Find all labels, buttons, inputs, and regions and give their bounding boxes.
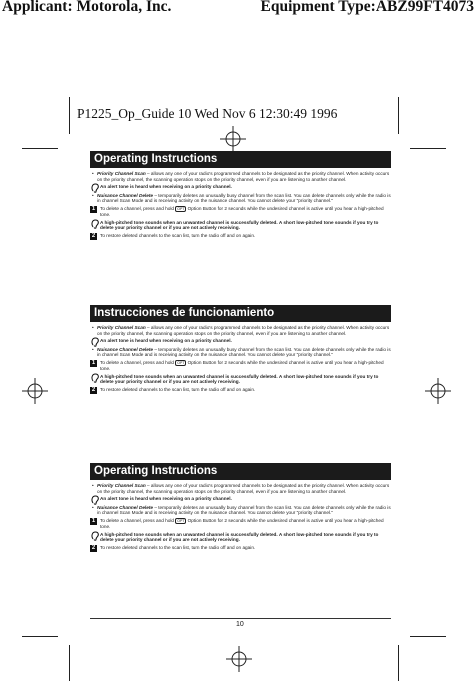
option-button-icon: OPT <box>177 206 185 211</box>
term: Priority Channel Scan <box>97 483 146 488</box>
footer-rule <box>90 618 391 619</box>
list-item: • Nuisance Channel Delete – temporarily deletes an unusually busy channel from the scan list. You can delete channels only while the radio is in channel Scan Mode and is receiving activity on the nuisance channel. You cannot delete your "priority channel." <box>92 346 391 358</box>
crop-mark <box>69 97 70 134</box>
crop-mark <box>410 636 446 637</box>
option-button-icon: OPT <box>177 518 185 523</box>
print-info: P1225_Op_Guide 10 Wed Nov 6 12:30:49 1996 <box>77 106 338 121</box>
term: Nuisance Channel Delete <box>97 346 154 352</box>
crop-mark <box>410 148 446 149</box>
registration-mark-icon <box>220 126 246 152</box>
term: Nuisance Channel Delete <box>97 192 154 198</box>
crop-mark <box>22 636 58 637</box>
step-1: 1 To delete a channel, press and hold OPT Option Button for 2 seconds while the undesired channel is active until you hear a high-pitched tone. <box>91 359 384 371</box>
step-2: 2 To restore deleted channels to the scan list, turn the radio off and on again. <box>91 386 256 393</box>
ear-note-icon <box>90 495 100 505</box>
crop-mark <box>22 148 58 149</box>
term: Nuisance Channel Delete <box>97 504 154 510</box>
term: Priority Channel Scan <box>97 171 146 176</box>
step-1: 1 To delete a channel, press and hold OPT Option Button for 2 seconds while the undesired channel is active until you hear a high-pitched tone. <box>91 517 384 529</box>
item-text: – temporarily deletes an unusually busy channel from the scan list. You can delete channels only while the radio is in channel Scan Mode and is receiving activity on the nuisance channel. You cannot delete your "priority channel." <box>97 346 391 358</box>
registration-mark-icon <box>425 378 451 404</box>
note: A high-pitched tone sounds when an unwanted channel is successfully deleted. A short low-pitched tone sounds if you try to delete your priority channel or if you are not actively receiving. <box>90 532 391 543</box>
item-text: – allows any one of your radio's programmed channels to be designated as the priority channel. When activity occurs on the priority channel, the scanning operation stops on the priority channel, even if you are listening to another channel. <box>97 483 390 494</box>
item-text: – temporarily deletes an unusually busy channel from the scan list. You can delete channels only while the radio is in channel Scan Mode and is receiving activity on the nuisance channel. You cannot delete your "priority channel." <box>97 504 391 516</box>
list-item: • Priority Channel Scan – allows any one of your radio's programmed channels to be designated as the priority channel. When activity occurs on the priority channel, the scanning operation stops on the priority channel, even if you are listening to another channel. <box>92 483 390 494</box>
step-2: 2 To restore deleted channels to the scan list, turn the radio off and on again. <box>91 232 256 239</box>
crop-mark <box>398 97 399 134</box>
list-item: • Nuisance Channel Delete – temporarily deletes an unusually busy channel from the scan list. You can delete channels only while the radio is in channel Scan Mode and is receiving activity on the nuisance channel. You cannot delete your "priority channel." <box>92 504 391 516</box>
list-item: • Priority Channel Scan – allows any one of your radio's programmed channels to be designated as the priority channel. When activity occurs on the priority channel, the scanning operation stops on the priority channel, even if you are listening to another channel. <box>92 325 390 336</box>
list-item: • Priority Channel Scan – allows any one of your radio's programmed channels to be designated as the priority channel. When activity occurs on the priority channel, the scanning operation stops on the priority channel, even if you are listening to another channel. <box>92 171 390 182</box>
term: Priority Channel Scan <box>97 325 146 330</box>
item-text: – allows any one of your radio's programmed channels to be designated as the priority channel. When activity occurs on the priority channel, the scanning operation stops on the priority channel, even if you are listening to another channel. <box>97 325 390 336</box>
note: An alert tone is heard when receiving on a priority channel. <box>90 496 391 502</box>
ear-note-icon <box>90 183 100 193</box>
instructions-section <box>90 151 391 238</box>
registration-mark-icon <box>226 646 252 672</box>
section-title: Operating Instructions <box>90 151 391 168</box>
equipment-type-header: Equipment Type:ABZ99FT4073 <box>260 0 474 15</box>
item-text: – temporarily deletes an unusually busy channel from the scan list. You can delete channels only while the radio is in channel Scan Mode and is receiving activity on the nuisance channel. You cannot delete your "priority channel." <box>97 192 391 204</box>
instructions-section <box>90 305 391 392</box>
section-title: Instrucciones de funcionamiento <box>90 305 391 322</box>
note: An alert tone is heard when receiving on a priority channel. <box>90 184 391 190</box>
page-number: 10 <box>236 621 244 628</box>
note: A high-pitched tone sounds when an unwanted channel is successfully deleted. A short low-pitched tone sounds if you try to delete your priority channel or if you are not actively receiving. <box>90 374 391 385</box>
ear-note-icon <box>90 531 100 541</box>
ear-note-icon <box>90 337 100 347</box>
note: A high-pitched tone sounds when an unwanted channel is successfully deleted. A short low-pitched tone sounds if you try to delete your priority channel or if you are not actively receiving. <box>90 220 391 231</box>
option-button-icon: OPT <box>177 360 185 365</box>
applicant-header: Applicant: Motorola, Inc. <box>2 0 172 15</box>
registration-mark-icon <box>22 378 48 404</box>
ear-note-icon <box>90 373 100 383</box>
note: An alert tone is heard when receiving on a priority channel. <box>90 338 391 344</box>
step-2: 2 To restore deleted channels to the scan list, turn the radio off and on again. <box>91 544 256 551</box>
item-text: – allows any one of your radio's programmed channels to be designated as the priority channel. When activity occurs on the priority channel, the scanning operation stops on the priority channel, even if you are listening to another channel. <box>97 171 390 182</box>
instructions-section <box>90 463 391 550</box>
section-title: Operating Instructions <box>90 463 391 480</box>
step-1: 1 To delete a channel, press and hold OPT Option Button for 2 seconds while the undesired channel is active until you hear a high-pitched tone. <box>91 205 384 217</box>
crop-mark <box>398 645 399 681</box>
crop-mark <box>69 645 70 681</box>
list-item: • Nuisance Channel Delete – temporarily deletes an unusually busy channel from the scan list. You can delete channels only while the radio is in channel Scan Mode and is receiving activity on the nuisance channel. You cannot delete your "priority channel." <box>92 192 391 204</box>
ear-note-icon <box>90 219 100 229</box>
